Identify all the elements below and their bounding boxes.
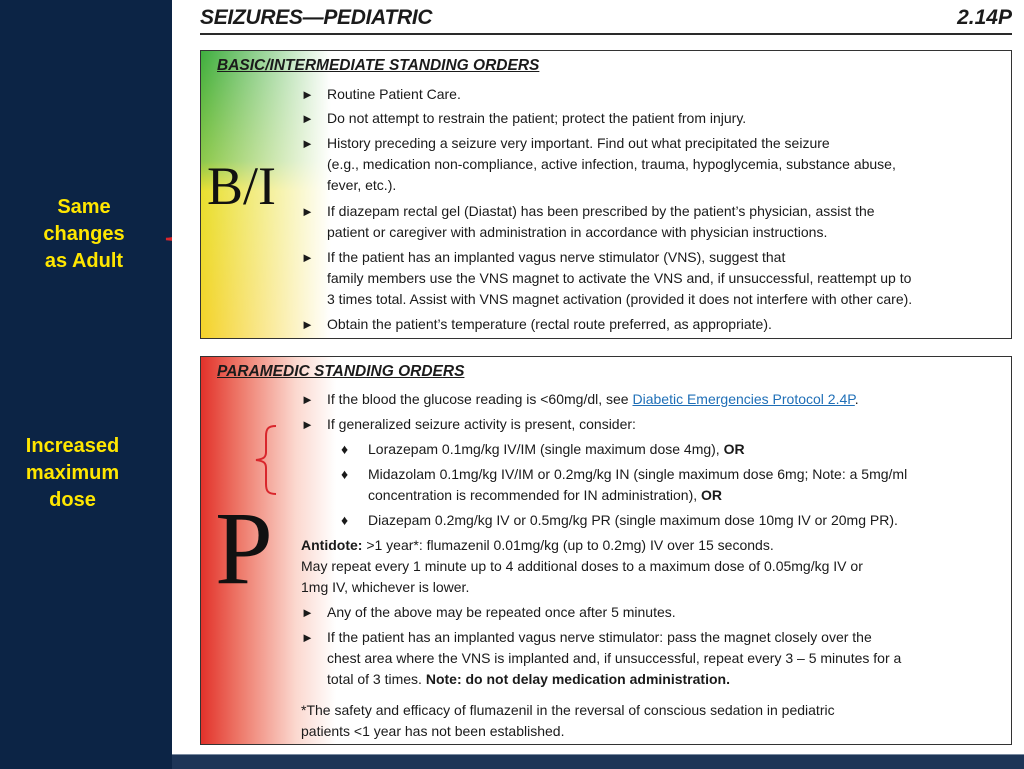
order-line: Do not attempt to restrain the patient; protect the patient from injury. (327, 110, 747, 126)
glucose-text: If the blood the glucose reading is <60mg/dl, see (327, 391, 633, 407)
basic-intermediate-panel (200, 50, 1012, 339)
side-note-line: Increased (25, 435, 120, 457)
order-line: If diazepam rectal gel (Diastat) has been prescribed by the patient’s physician, assist the (327, 203, 875, 219)
footnote-line: *The safety and efficacy of flumazenil in the reversal of conscious sedation in pediatric (301, 702, 835, 718)
side-note-line: Same (57, 196, 111, 218)
level-letter: B/I (207, 156, 277, 216)
level-letter: P (215, 491, 273, 606)
drug-line (368, 485, 722, 506)
paramedic-panel (200, 356, 1012, 745)
vns-text: total of 3 times. (327, 671, 426, 687)
order-line: family members use the VNS magnet to activate the VNS and, if unsuccessful, reattempt up to (327, 270, 912, 286)
page-title: SEIZURES—PEDIATRIC (200, 6, 433, 29)
order-line: If generalized seizure activity is present, consider: (327, 416, 636, 432)
diabetic-protocol-link[interactable]: Diabetic Emergencies Protocol 2.4P (632, 391, 855, 407)
order-line (327, 389, 859, 410)
triangle-right-icon: ► (301, 630, 314, 645)
small-curly-brace-icon (250, 424, 280, 496)
glucose-end: . (854, 391, 859, 407)
protocol-sheet (172, 0, 1024, 756)
order-line: 3 times total. Assist with VNS magnet activation (provided it does not interfere with other care). (327, 291, 913, 307)
triangle-right-icon: ► (301, 111, 314, 126)
side-note-same-changes (28, 194, 140, 275)
triangle-right-icon: ► (301, 250, 314, 265)
order-line (327, 669, 730, 690)
triangle-right-icon: ► (301, 392, 314, 407)
order-line: Obtain the patient’s temperature (rectal route preferred, as appropriate). (327, 316, 772, 332)
triangle-right-icon: ► (301, 317, 314, 332)
lorazepam-text: Lorazepam 0.1mg/kg IV/IM (single maximum dose 4mg), (368, 441, 724, 457)
panel-heading: PARAMEDIC STANDING ORDERS (217, 363, 465, 380)
order-line: Routine Patient Care. (327, 86, 461, 102)
order-line: patient or caregiver with administration in accordance with physician instructions. (327, 224, 828, 240)
panel-heading: BASIC/INTERMEDIATE STANDING ORDERS (217, 57, 540, 74)
vns-note: Note: do not delay medication administration. (425, 671, 730, 687)
antidote-line: 1mg IV, whichever is lower. (301, 579, 470, 595)
diamond-icon: ♦ (341, 466, 349, 482)
diamond-icon: ♦ (341, 441, 349, 457)
antidote-text: >1 year*: flumazenil 0.01mg/kg (up to 0.2mg) IV over 15 seconds. (366, 537, 774, 553)
side-note-line: dose (49, 489, 96, 511)
order-line: Any of the above may be repeated once after 5 minutes. (327, 604, 676, 620)
order-line: chest area where the VNS is implanted and, if unsuccessful, repeat every 3 – 5 minutes for a (327, 650, 902, 666)
footnote-line: patients <1 year has not been established. (301, 723, 565, 739)
drug-line (368, 439, 745, 460)
side-note-line: changes (43, 223, 125, 245)
triangle-right-icon: ► (301, 417, 314, 432)
triangle-right-icon: ► (301, 136, 314, 151)
protocol-number: 2.14P (957, 6, 1012, 29)
order-line: History preceding a seizure very important. Find out what precipitated the seizure (327, 135, 830, 151)
header-divider (200, 33, 1012, 35)
midazolam-text: concentration is recommended for IN administration), (368, 487, 702, 503)
order-line: If the patient has an implanted vagus nerve stimulator (VNS), suggest that (327, 249, 786, 265)
triangle-right-icon: ► (301, 605, 314, 620)
order-line: If the patient has an implanted vagus nerve stimulator: pass the magnet closely over the (327, 629, 872, 645)
side-note-line: maximum (25, 462, 120, 484)
diamond-icon: ♦ (341, 512, 349, 528)
side-note-line: as Adult (44, 250, 124, 272)
order-line: fever, etc.). (327, 177, 397, 193)
antidote-line: May repeat every 1 minute up to 4 additional doses to a maximum dose of 0.05mg/kg IV or (301, 558, 863, 574)
drug-line: Diazepam 0.2mg/kg IV or 0.5mg/kg PR (single maximum dose 10mg IV or 20mg PR). (368, 512, 898, 528)
triangle-right-icon: ► (301, 204, 314, 219)
bottom-toolbar-strip (172, 754, 1024, 769)
antidote-label: Antidote: (301, 537, 367, 553)
side-note-increased-dose (10, 433, 135, 514)
or-label: OR (723, 441, 745, 457)
or-label: OR (701, 487, 723, 503)
triangle-right-icon: ► (301, 87, 314, 102)
drug-line: Midazolam 0.1mg/kg IV/IM or 0.2mg/kg IN (single maximum dose 6mg; Note: a 5mg/ml (368, 466, 908, 482)
antidote-line (301, 535, 774, 556)
order-line: (e.g., medication non-compliance, active infection, trauma, hypoglycemia, substance abuse, (327, 156, 896, 172)
